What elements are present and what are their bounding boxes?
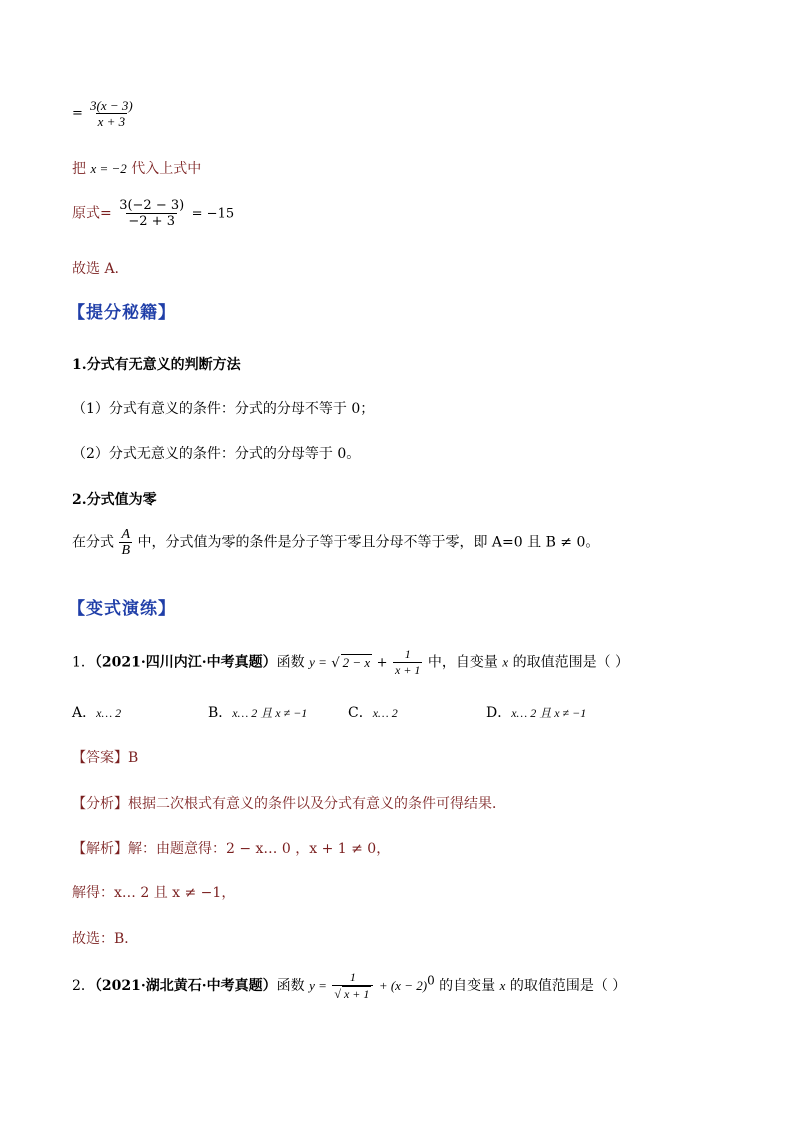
- question-1: 1．（2021·四川内江·中考真题）函数 y = √ 2 − x + $\frac{1}{x + 1}$ 中，自变量 x 的取值范围是（ ）: [72, 647, 630, 677]
- section-heading-practice: 【变式演练】: [68, 599, 176, 619]
- point-item: （1）分式有意义的条件：分式的分母不等于 0；: [72, 401, 375, 417]
- sqrt-expression: √ 2 − x: [331, 654, 371, 671]
- fraction: $\frac{3(x - 3)}{x + 3}$: [90, 98, 133, 129]
- point-title: 2.分式值为零: [72, 492, 157, 508]
- choose-line: 故选：B．: [72, 931, 139, 947]
- choice-line: 故选 A.: [72, 261, 120, 277]
- option-c[interactable]: C．x… 2: [348, 705, 398, 721]
- point-text: 在分式 $\frac{A}{B}$ 中，分式值为零的条件是分子等于零且分母不等于零，即 A=0 且 B ≠ 0。: [72, 527, 600, 558]
- fraction: $\frac{1}{x + 1}$: [395, 647, 421, 677]
- substitute-line: 把 x = −2 代入上式中: [72, 161, 202, 177]
- fraction: $\frac{3(-2 - 3)}{-2 + 3}$: [119, 198, 185, 229]
- fraction: $\frac{1}{√ x + 1}$: [332, 970, 373, 1002]
- solution-line: 【解析】解：由题意得：2 − x… 0 ，x + 1 ≠ 0，: [72, 841, 391, 857]
- analysis-line: 【分析】根据二次根式有意义的条件以及分式有意义的条件可得结果．: [72, 796, 506, 812]
- fraction: $\frac{A}{B}$: [121, 527, 131, 558]
- section-heading-tips: 【提分秘籍】: [68, 303, 176, 323]
- point-title: 1.分式有无意义的判断方法: [72, 357, 241, 373]
- result-line: 原式= $\frac{3(-2 - 3)}{-2 + 3}$ = −15: [72, 198, 235, 229]
- option-d[interactable]: D．x… 2 且 x ≠ −1: [486, 705, 587, 721]
- option-a[interactable]: A．x… 2: [72, 705, 122, 721]
- option-b[interactable]: B．x… 2 且 x ≠ −1: [208, 705, 308, 721]
- expression-line: = $\frac{3(x - 3)}{x + 3}$: [72, 98, 133, 129]
- solve-line: 解得：x… 2 且 x ≠ −1，: [72, 885, 236, 901]
- point-item: （2）分式无意义的条件：分式的分母等于 0。: [72, 446, 361, 462]
- question-2: 2．（2021·湖北黄石·中考真题）函数 y = $\frac{1}{√ x + 1}$ + $(x - 2)^0$ 的自变量 x 的取值范围是（ ）: [72, 970, 627, 1001]
- answer-line: 【答案】B: [72, 750, 139, 766]
